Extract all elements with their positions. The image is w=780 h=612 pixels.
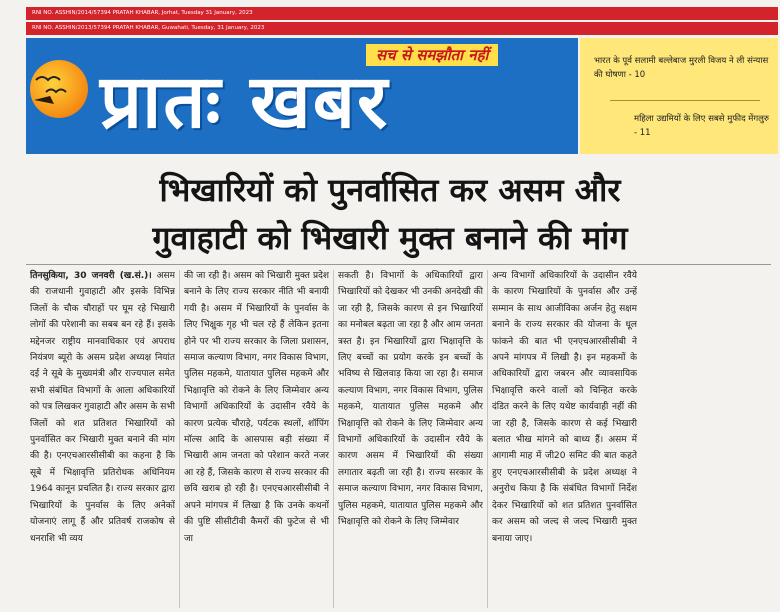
article-column-1-text: असम की राजधानी गुवाहाटी और इसके विभिन्न जिलों के चौक चौराहों पर घूम रहे भिखारी लोगों की परेशानी का सबब बन रहे हैं। इसके मद्देनजर राष्ट्रीय मानवाधिकार एवं अपराध नियंत्रण ब्यूरो के असम प्रदेश अध्यक्ष नियांत दई ने सूबे के मुख्यमंत्री और राज्यपाल समेत सभी संबंधित विभागों के आला अधिकारियों को पत्र लिखकर गुवाहाटी और असम के सभी जिलों को शत प्रतिशत भिखारियों को पुनर्वासित कर भिखारी मुक्त बनाने की मांग की है। एनएचआरसीसीबी का कहना है कि सूबे में भिक्षावृत्ति प्रतिरोधक अधिनियम 1964 कानून प्रचलित है। राज्य सरकार द्वारा भिखारियों के पुनर्वास के लिए अनेकों योजनाएं लागू हैं और प्रतिवर्ष राजकोष से धनराशि भी व्यय bbox=[30, 271, 175, 544]
masthead-slogan: सच से समझौता नहीं bbox=[366, 44, 498, 66]
newspaper-brand-title: प्रातः खबर bbox=[100, 59, 390, 145]
column-divider bbox=[179, 270, 180, 608]
headline-rule bbox=[26, 264, 771, 265]
masthead-ribbon-top: RNI NO. ASSHIN/2014/57394 PRATAH KHABAR, Jorhat, Tuesday 31 January, 2023 bbox=[26, 7, 778, 20]
column-divider bbox=[333, 270, 334, 608]
article-dateline: तिनसुकिया, 30 जनवरी (ख.सं.)। bbox=[30, 271, 152, 281]
masthead-ribbon-bottom: RNI NO. ASSHIN/2013/57394 PRATAH KHABAR, Guwahati, Tuesday, 31 January, 2023 bbox=[26, 22, 778, 35]
masthead-teaser-box bbox=[580, 38, 778, 154]
teaser-item-cricket: भारत के पूर्व सलामी बल्लेबाज मुरली विजय ने ली संन्यास की घोषणा - 10 bbox=[594, 56, 769, 80]
teaser-item-women-entrepreneurs: महिला उद्यमियों के लिए सबसे मुफीद मेंगलुरु - 11 bbox=[634, 114, 770, 138]
column-divider bbox=[487, 270, 488, 608]
article-headline bbox=[20, 166, 760, 262]
headline-line-2: गुवाहाटी को भिखारी मुक्त बनाने की मांग bbox=[152, 219, 628, 257]
birds-icon bbox=[32, 70, 92, 110]
masthead-banner bbox=[26, 38, 578, 154]
article-column-4: अन्य विभागों अधिकारियों के उदासीन रवैये के कारण भिखारियों के पुनर्वास और उन्हें सम्मान के साथ आजीविका अर्जन हेतु सक्षम बनाने के राज्य सरकार की योजना के धूल फांकने की बात भी एनएचआरसीसीबी ने अपने मांगपत्र में लिखी है। इन महकमों के अधिकारियों द्वारा जबरन और व्यावसायिक भिक्षावृत्ति करने वालों को चिन्हित करके दंडित करने के लिए यथेष्ट कार्यवाही नहीं की जा रही है, जिसके कारण से कई भिखारी बलात भीख मांगने को बाध्य हैं। असम में आगामी माह में जी20 समिट की बात कहते हुए एनएचआरसीसीबी के प्रदेश अध्यक्ष ने अनुरोध किया है कि संबंधित विभागों निर्देश देकर भिखारियों को शत प्रतिशत पुनर्वासित कर असम को जल्द से जल्द भिखारी मुक्त बनाया जाए। bbox=[492, 271, 637, 544]
teaser-divider bbox=[610, 100, 760, 101]
article-column-1 bbox=[30, 268, 175, 608]
article-column-2: की जा रही है। असम को भिखारी मुक्त प्रदेश बनाने के लिए राज्य सरकार नीति भी बनायी गयी है। असम में भिखारियों के पुनर्वास के लिए भिक्षुक गृह भी चल रहे हैं लेकिन इतना होने पर भी राज्य सरकार के जिला प्रशासन, समाज कल्याण विभाग, नगर विकास विभाग, पुलिस महकमे, यातायात पुलिस महकमे और भिक्षावृत्ति को रोकने के लिए जिम्मेवार अन्य विभागों अधिकारियों के उदासीन रवैये के कारण प्रत्येक चौराहे, पर्यटक स्थलों, शॉपिंग मॉल्स आदि के आसपास बड़ी संख्या में भिखारी आम जनता को परेशान करते नजर आ रहे हैं, जिसके कारण से राज्य सरकार की छवि खराब हो रही है। एनएचआरसीसीबी ने अपने मांगपत्र में लिखा है कि उनके कथनों की पुष्टि सीसीटीवी कैमरों की फुटेज से भी जा bbox=[184, 271, 329, 544]
headline-line-1: भिखारियों को पुनर्वासित कर असम और bbox=[159, 171, 621, 209]
article-column-3: सकती है। विभागों के अधिकारियों द्वारा भिखारियों को देखकर भी उनकी अनदेखी की जा रही है, जिसके कारण से इन भिखारियों का मनोबल बढ़ता जा रहा है और आम जनता त्रस्त है। इन भिखारियों द्वारा भिक्षावृत्ति के लिए बच्चों का प्रयोग करके इन बच्चों के भविष्य से खिलवाड़ किया जा रहा है। समाज कल्याण विभाग, नगर विकास विभाग, पुलिस महकमे, यातायात पुलिस महकमे और भिक्षावृत्ति को रोकने के लिए जिम्मेवार अन्य विभागों अधिकारियों के उदासीन रवैये के कारण असम में भिखारियों की संख्या लगातार बढ़ती जा रही है। राज्य सरकार के समाज कल्याण विभाग, नगर विकास विभाग, पुलिस महकमे, यातायात पुलिस महकमे और भिक्षावृत्ति को रोकने के लिए जिम्मेवार bbox=[338, 271, 483, 528]
